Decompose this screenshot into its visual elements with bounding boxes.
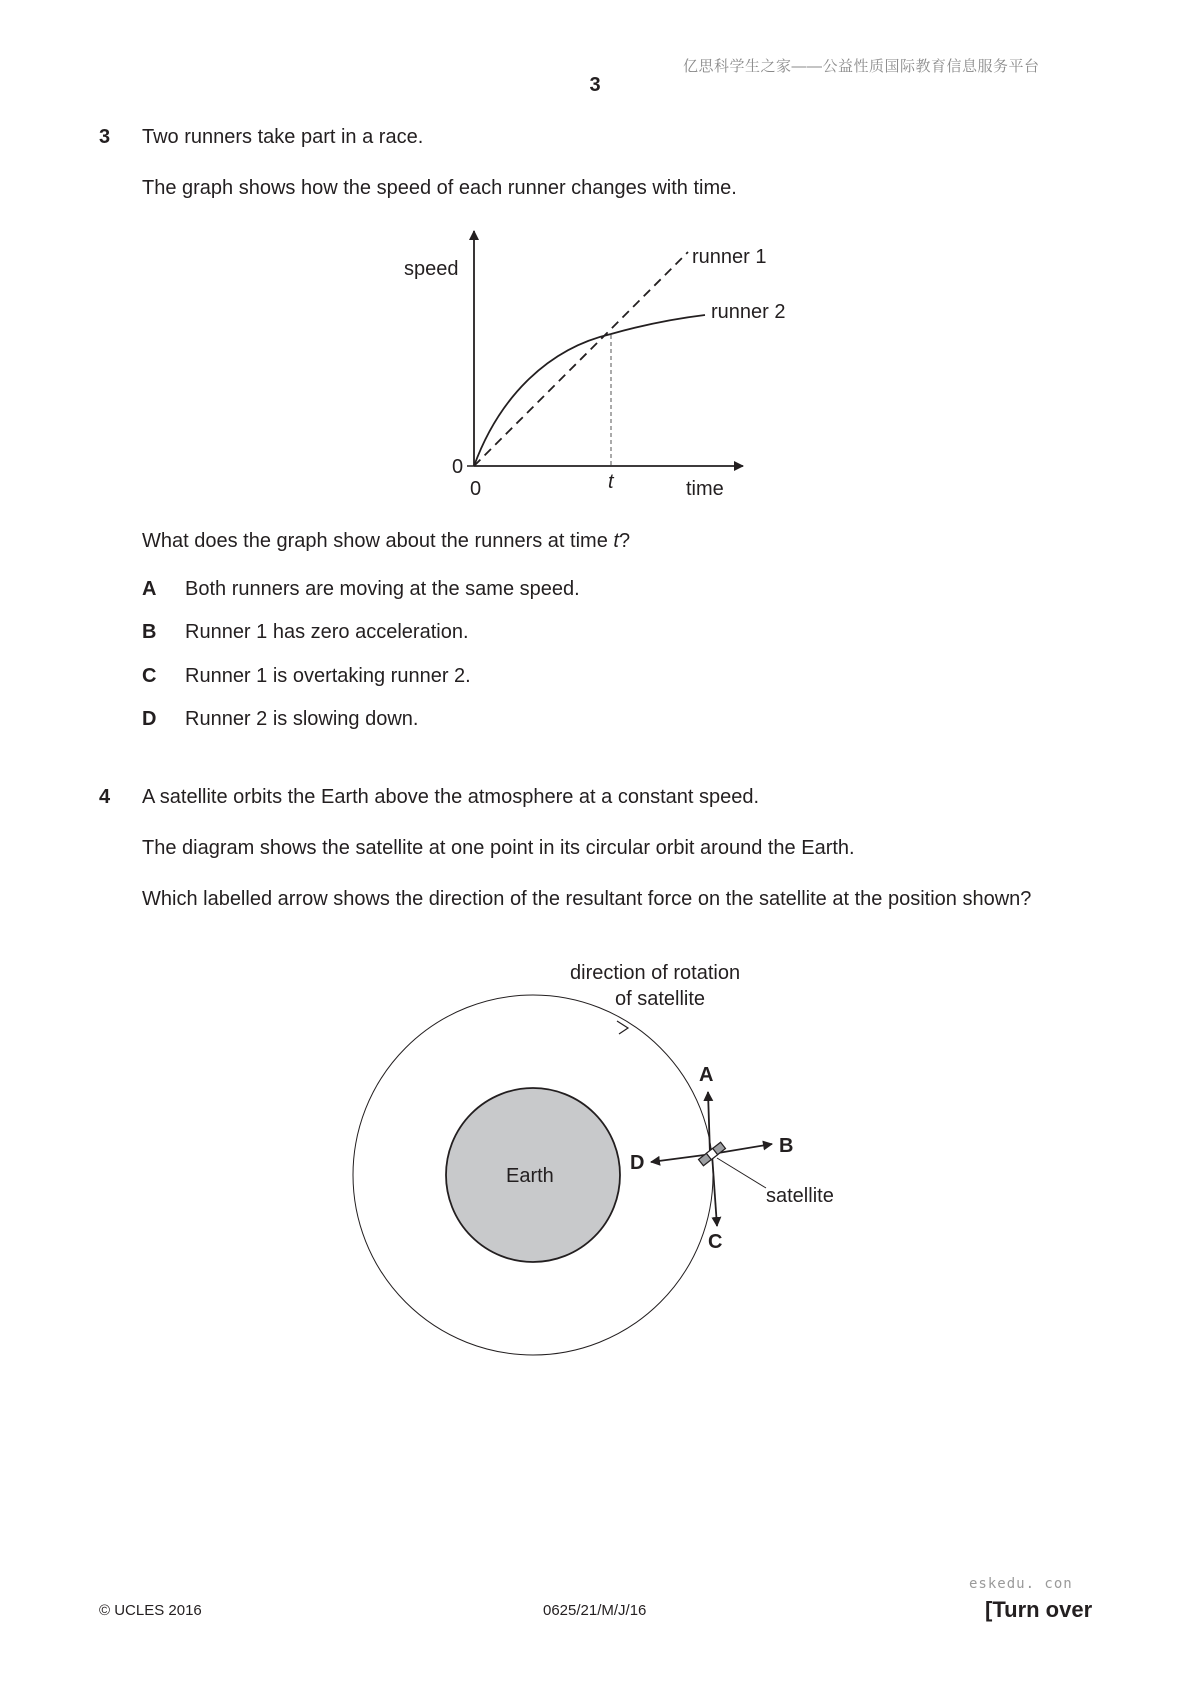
satellite-label: satellite bbox=[766, 1185, 834, 1207]
question-3-prompt-suffix: ? bbox=[618, 530, 631, 552]
option-b-text[interactable]: Runner 1 has zero acceleration. bbox=[185, 621, 469, 643]
footer-copyright: © UCLES 2016 bbox=[99, 1602, 202, 1619]
footer-paper-code: 0625/21/M/J/16 bbox=[543, 1602, 647, 1619]
runner-2-curve bbox=[474, 315, 705, 466]
arrow-a bbox=[708, 1092, 710, 1154]
question-4-number: 4 bbox=[99, 786, 111, 808]
x-axis-label: time bbox=[686, 478, 724, 500]
option-a-text[interactable]: Both runners are moving at the same speed. bbox=[185, 578, 580, 600]
satellite-orbit-diagram bbox=[0, 940, 1190, 1380]
page-number: 3 bbox=[589, 74, 601, 96]
runner-1-line bbox=[474, 252, 688, 466]
question-4-line-3: Which labelled arrow shows the direction of the resultant force on the satellite at the position shown? bbox=[142, 888, 1032, 910]
question-3-number: 3 bbox=[99, 126, 111, 148]
option-a-letter[interactable]: A bbox=[142, 578, 157, 600]
question-4-line-2: The diagram shows the satellite at one point in its circular orbit around the Earth. bbox=[142, 837, 855, 859]
rotation-label-line-2: of satellite bbox=[615, 988, 706, 1010]
y-axis-label: speed bbox=[404, 258, 459, 280]
runner-2-label: runner 2 bbox=[711, 301, 786, 323]
option-d-letter[interactable]: D bbox=[142, 708, 157, 730]
satellite-leader-line bbox=[717, 1158, 766, 1188]
header-watermark: 亿思科学生之家——公益性质国际教育信息服务平台 bbox=[683, 58, 1040, 75]
rotation-direction-arrow bbox=[617, 1021, 628, 1034]
question-3-prompt-prefix: What does the graph show about the runners at time bbox=[142, 530, 614, 552]
origin-x-label: 0 bbox=[470, 478, 482, 500]
question-4-line-1: A satellite orbits the Earth above the atmosphere at a constant speed. bbox=[142, 786, 760, 808]
runner-1-label: runner 1 bbox=[692, 246, 767, 268]
turn-over-label: [Turn over bbox=[985, 1597, 1093, 1622]
t-label: t bbox=[608, 471, 614, 493]
arrow-a-label: A bbox=[699, 1064, 714, 1086]
origin-y-label: 0 bbox=[452, 456, 464, 478]
option-c-letter[interactable]: C bbox=[142, 665, 157, 687]
rotation-label-line-1: direction of rotation bbox=[570, 962, 741, 984]
arrow-d-label: D bbox=[630, 1152, 645, 1174]
question-3-prompt-variable: t bbox=[613, 530, 619, 552]
option-c-text[interactable]: Runner 1 is overtaking runner 2. bbox=[185, 665, 471, 687]
option-d-text[interactable]: Runner 2 is slowing down. bbox=[185, 708, 419, 730]
speed-time-graph bbox=[0, 0, 1190, 520]
option-b-letter[interactable]: B bbox=[142, 621, 157, 643]
earth-label: Earth bbox=[506, 1165, 554, 1187]
footer-watermark: eskedu. con bbox=[969, 1576, 1073, 1592]
question-3-prompt bbox=[142, 530, 630, 553]
question-3-line-2: The graph shows how the speed of each runner changes with time. bbox=[142, 177, 737, 199]
arrow-c-label: C bbox=[708, 1231, 723, 1253]
arrow-b-label: B bbox=[779, 1135, 794, 1157]
question-3-line-1: Two runners take part in a race. bbox=[142, 126, 424, 148]
